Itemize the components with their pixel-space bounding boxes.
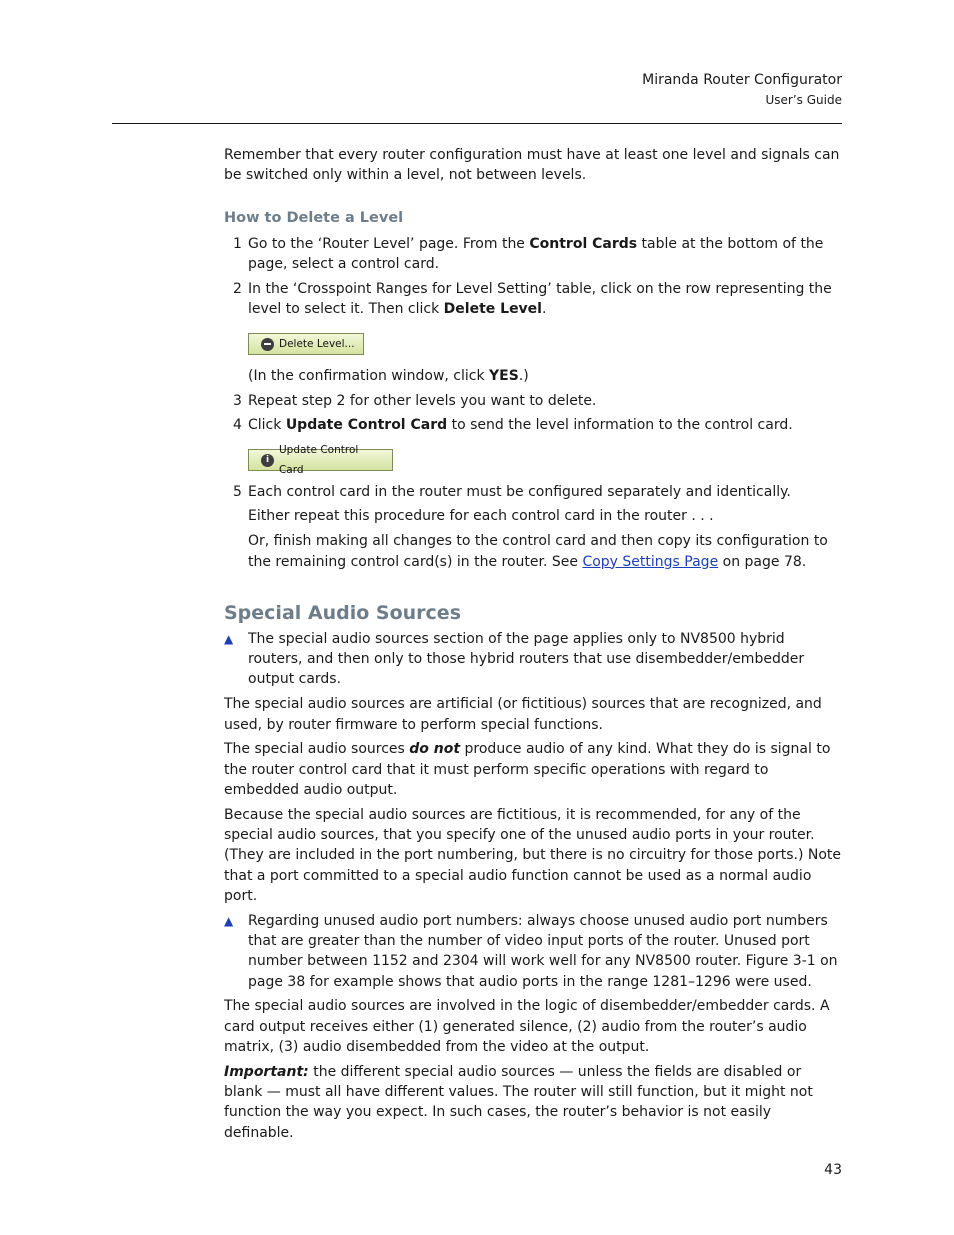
- paragraph-text: on page 78.: [718, 553, 807, 570]
- step-text: Each control card in the router must be configured separately and identically.: [248, 483, 791, 500]
- step-bold: Delete Level: [443, 301, 542, 318]
- update-button-figure: [224, 440, 842, 477]
- step-text: table at the bottom of the page, select a control card.: [248, 236, 824, 273]
- copy-settings-page-link[interactable]: Copy Settings Page: [582, 553, 719, 570]
- step-1: [224, 234, 842, 275]
- delete-level-button-label: Delete Level...: [279, 338, 355, 351]
- paragraph-text: The special audio sources: [224, 741, 410, 758]
- step-5: [224, 482, 842, 502]
- delete-level-button[interactable]: [248, 333, 364, 355]
- header-rule: [112, 123, 842, 124]
- header-title: Miranda Router Configurator: [642, 72, 842, 88]
- paragraph-text: produce audio of any kind. What they do is signal to the router control card that it must perform specific operations with regard to embedded audio output.: [224, 741, 831, 798]
- step-text: Go to the ‘Router Level’ page. From the: [248, 236, 530, 253]
- emphasis-text: do not: [409, 741, 461, 758]
- paragraph-text: Or, finish making all changes to the control card and then copy its configuration to the remaining control card(s) in the router. See: [248, 533, 828, 570]
- page-number: 43: [824, 1162, 842, 1178]
- delete-button-figure: [224, 324, 842, 361]
- intro-paragraph: Remember that every router configuration must have at least one level and signals can be switched only within a level, not between levels.: [224, 147, 840, 184]
- header-subtitle: User’s Guide: [765, 93, 842, 107]
- step-bold: Control Cards: [529, 236, 638, 253]
- info-circle-icon: [261, 454, 274, 467]
- special-paragraph-1: The special audio sources are artificial (or fictitious) sources that are recognized, and used, by router firmware to perform special functions.: [224, 696, 822, 733]
- note-bullet-2: [224, 911, 842, 992]
- step-4: [224, 415, 842, 435]
- step-2: [224, 279, 842, 320]
- special-paragraph-3: Because the special audio sources are fictitious, it is recommended, for any of the special audio sources, that you specify one of the unused audio ports in your router. (They are included in the port numbering, but there is no circuitry for those ports.) Note that a port committed to a special audio function cannot be used as a normal audio port.: [224, 806, 842, 904]
- step-number: 4: [233, 417, 242, 434]
- bullet-text: The special audio sources section of the page applies only to NV8500 hybrid routers, and then only to those hybrid routers that use disembedder/embedder output cards.: [248, 630, 805, 688]
- triangle-up-icon: ▲: [224, 913, 234, 928]
- step-3: [224, 391, 842, 411]
- step-text: to send the level information to the control card.: [447, 417, 793, 434]
- triangle-up-icon: ▲: [224, 631, 234, 646]
- step-number: 2: [233, 281, 242, 298]
- update-button-label: Update Control Card: [278, 443, 359, 477]
- step-5-paragraph-1: Either repeat this procedure for each control card in the router . . .: [248, 508, 714, 525]
- update-control-card-button[interactable]: [248, 443, 393, 477]
- special-audio-sources-heading: Special Audio Sources: [224, 601, 461, 624]
- special-paragraph-2: [224, 739, 842, 800]
- minus-circle-icon: [261, 338, 274, 351]
- page-content: [224, 145, 842, 1143]
- confirm-bold: YES: [489, 367, 519, 384]
- confirm-text: (In the confirmation window, click: [248, 367, 490, 384]
- note-bullet-1: [224, 629, 842, 690]
- step-text: Click: [248, 417, 286, 434]
- bullet-text: Regarding unused audio port numbers: always choose unused audio port numbers that are greater than the number of video input ports of the router. Unused port number between 1152 and 2304 will work well for any NV8500 router. Figure 3-1 on page 38 for example shows that audio ports in the range 1281–1296 were used.: [248, 912, 838, 990]
- step-number: 3: [233, 392, 242, 409]
- step-text: Repeat step 2 for other levels you want to delete.: [248, 392, 597, 409]
- delete-level-heading: How to Delete a Level: [224, 209, 404, 226]
- step-bold: Update Control Card: [285, 417, 448, 434]
- emphasis-text: Important:: [224, 1063, 309, 1080]
- special-paragraph-4: The special audio sources are involved in the logic of disembedder/embedder cards. A card output receives either (1) generated silence, (2) audio from the router’s audio matrix, (3) audio disembedded from the video at the output.: [224, 998, 830, 1055]
- confirm-note: [224, 366, 842, 386]
- running-header: [642, 70, 842, 109]
- step-number: 1: [233, 236, 242, 253]
- step-text: .: [541, 301, 547, 318]
- paragraph-text: the different special audio sources — unless the fields are disabled or blank — must all have different values. The router will still function, but it might not function the way you expect. In such cases, the router’s behavior is not easily definable.: [224, 1063, 813, 1141]
- step-number: 5: [233, 483, 242, 500]
- step-text: In the ‘Crosspoint Ranges for Level Setting’ table, click on the row representing the level to select it. Then click: [248, 281, 832, 318]
- confirm-text: .): [518, 367, 529, 384]
- step-5-paragraph-2: [224, 531, 842, 572]
- special-paragraph-5: [224, 1062, 842, 1143]
